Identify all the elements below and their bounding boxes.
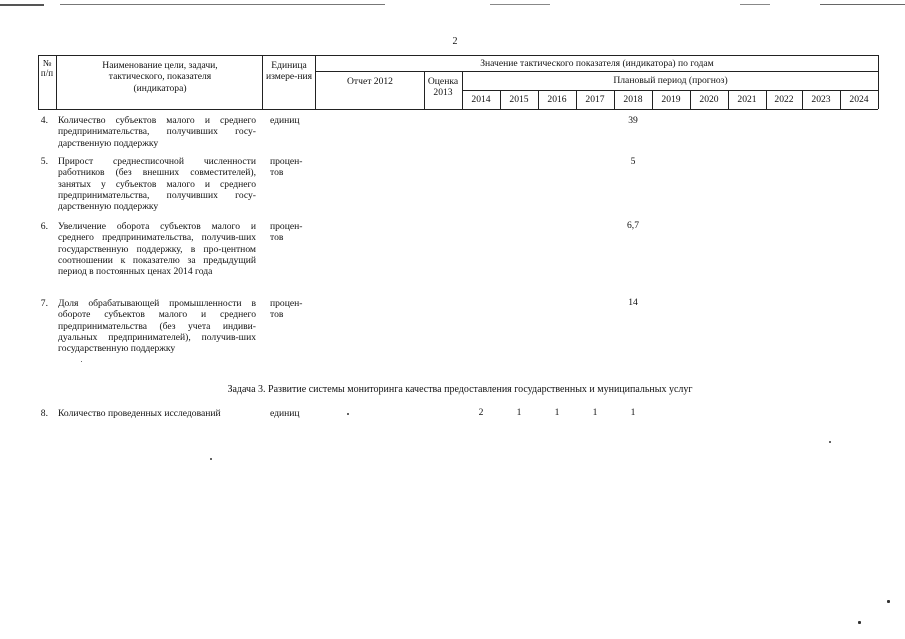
row-value: 1: [554, 407, 560, 418]
header-year: 2021: [737, 94, 757, 105]
row-unit: единиц: [270, 408, 300, 419]
scan-speck: [210, 458, 212, 460]
row-number: 4.: [40, 115, 48, 126]
row-value: 1: [630, 407, 636, 418]
row-value: 6,7: [627, 220, 639, 231]
header-year: 2018: [623, 94, 643, 105]
scan-speck: [858, 621, 861, 624]
header-year: 2015: [509, 94, 529, 105]
header-unit-column: Единица измере-ния: [265, 60, 313, 83]
header-year: 2019: [661, 94, 681, 105]
header-year: 2016: [547, 94, 567, 105]
row-unit: процен-тов: [270, 156, 303, 179]
row-number: 7.: [40, 298, 48, 309]
header-year: 2020: [699, 94, 719, 105]
row-unit: процен-тов: [270, 298, 303, 321]
header-name-column: Наименование цели, задачи, тактического, показателя (индикатора): [102, 60, 218, 94]
row-indicator-name: Доля обрабатывающей промышленности в обороте субъектов малого и среднего предпринимательства (без учета индиви-дуальных предпринимателей), получив-ших государственную поддержку: [58, 298, 256, 355]
row-number: 6.: [40, 221, 48, 232]
row-number: 5.: [40, 156, 48, 167]
scan-artifact-line: [0, 4, 44, 6]
header-report-column: Отчет 2012: [347, 76, 393, 87]
header-year: 2017: [585, 94, 605, 105]
row-number: 8.: [40, 408, 48, 419]
row-unit: единиц: [270, 115, 300, 126]
scan-speck: [829, 441, 831, 443]
header-year: 2014: [471, 94, 491, 105]
scan-artifact-line: [740, 4, 770, 5]
header-number-column: № п/п: [40, 58, 54, 78]
task-heading: Задача 3. Развитие системы мониторинга качества предоставления государственных и муниципальных услуг: [227, 384, 693, 395]
row-unit: процен-тов: [270, 221, 303, 244]
scan-speck: [81, 361, 82, 362]
row-indicator-name: Увеличение оборота субъектов малого и среднего предпринимательства, получив-ших государственную поддержку, в про-центном соотношении к показателю за предыдущий период в постоянных ценах 2014 года: [58, 221, 256, 278]
row-value: 39: [628, 115, 638, 126]
row-indicator-name: Количество проведенных исследований: [58, 408, 221, 419]
page-number: 2: [452, 36, 458, 47]
header-plan-group: Плановый период (прогноз): [613, 75, 728, 86]
scan-speck: [887, 600, 890, 603]
row-value: 5: [630, 156, 636, 167]
scan-artifact-line: [820, 4, 905, 5]
header-values-group: Значение тактического показателя (индикатора) по годам: [480, 58, 714, 69]
row-indicator-name: Количество субъектов малого и среднего предпринимательства, получивших госу-дарственную поддержку: [58, 115, 256, 149]
row-value: 1: [592, 407, 598, 418]
header-year: 2022: [774, 94, 794, 105]
row-value: 14: [628, 297, 638, 308]
header-estimate-column: Оценка 2013: [427, 76, 459, 99]
scan-speck: [347, 413, 349, 415]
row-value: 1: [516, 407, 522, 418]
header-year: 2023: [811, 94, 831, 105]
scan-artifact-line: [60, 4, 385, 5]
header-year: 2024: [849, 94, 869, 105]
row-value: 2: [478, 407, 484, 418]
scan-artifact-line: [490, 4, 550, 5]
row-indicator-name: Прирост среднесписочной численности работников (без внешних совместителей), занятых у субъектов малого и среднего предпринимательства, получивших госу-дарственную поддержку: [58, 156, 256, 213]
